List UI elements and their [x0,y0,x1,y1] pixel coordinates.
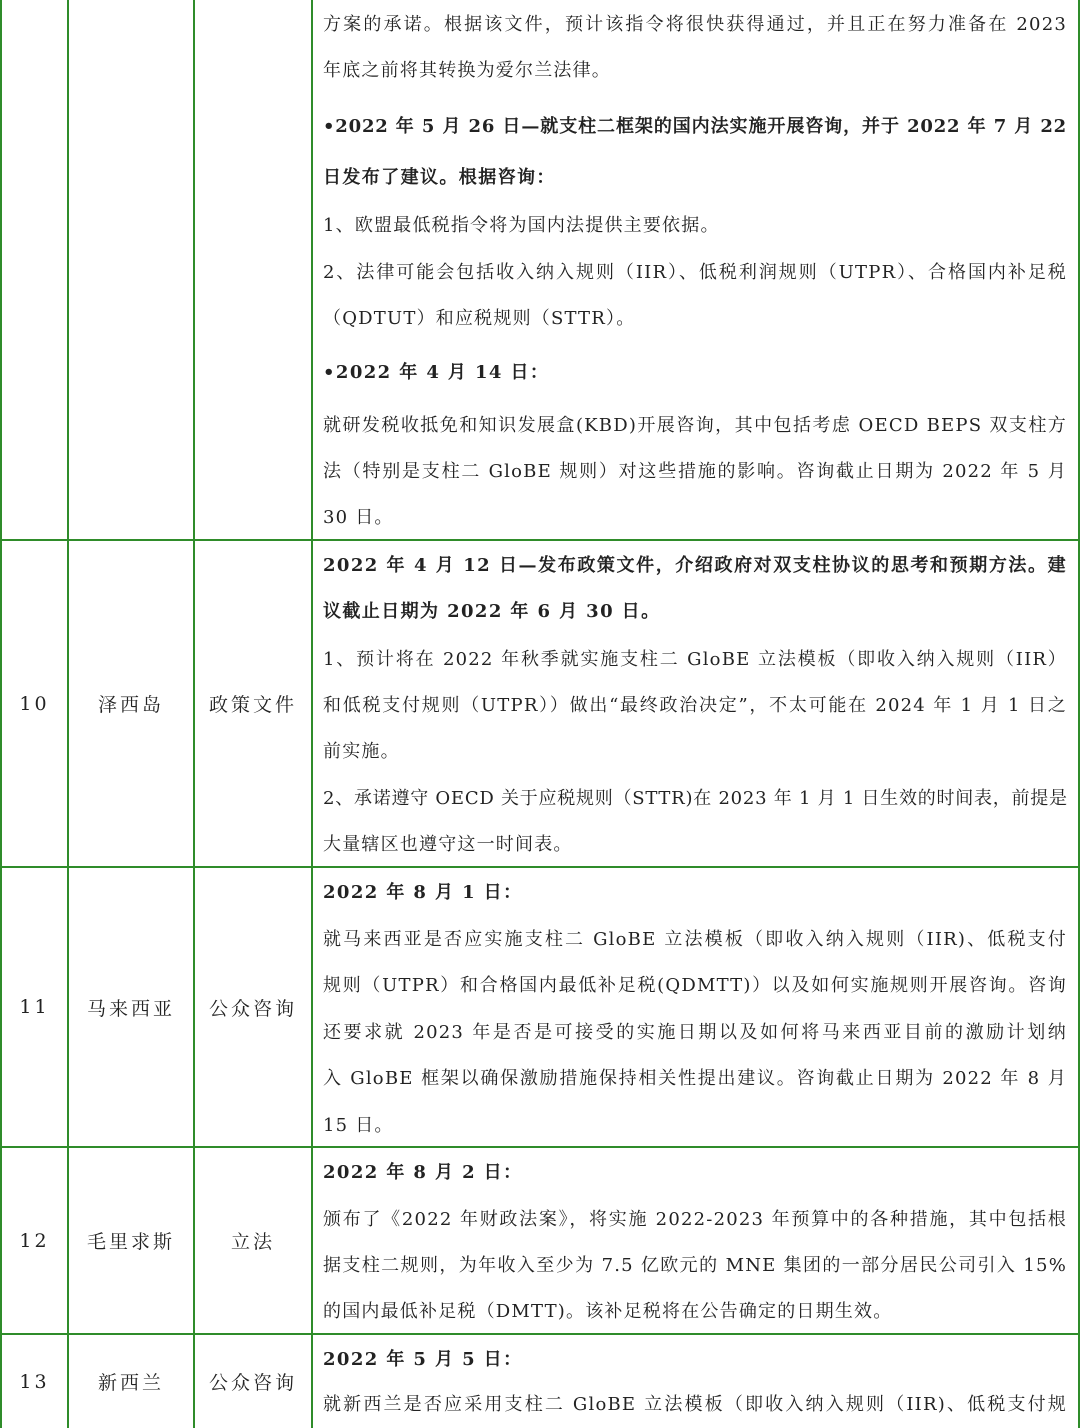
content-line: 和低税支付规则（UTPR））做出“最终政治决定”，不太可能在 2024 年 1 月 1 日之 [323,695,1067,716]
content-line: 颁布了《2022 年财政法案》，将实施 2022-2023 年预算中的各种措施，其中包括根 [323,1209,1067,1230]
content-line: 前实施。 [323,741,400,762]
content-line: 规则（UTPR）和合格国内最低补足税(QDMTT)）以及如何实施规则开展咨询。咨询 [323,975,1067,996]
content-line: 的国内最低补足税（DMTT)。该补足税将在公告确定的日期生效。 [323,1301,893,1322]
content-line: 入 GloBE 框架以确保激励措施保持相关性提出建议。咨询截止日期为 2022 年 8 月 [323,1068,1067,1089]
content-line: 法（特别是支柱二 GloBE 规则）对这些措施的影响。咨询截止日期为 2022 年 5 月 [323,461,1067,482]
content-line: 据支柱二规则，为年收入至少为 7.5 亿欧元的 MNE 集团的一部分居民公司引入 15% [323,1255,1067,1276]
content-line: 日发布了建议。根据咨询： [323,167,556,188]
country-cell: 新西兰 [97,1372,164,1394]
content-line: 2022 年 5 月 5 日： [323,1349,523,1370]
country-cell: 毛里求斯 [86,1231,175,1253]
type-cell: 立法 [230,1231,275,1253]
content-line: 2、法律可能会包括收入纳入规则（IIR）、低税利润规则（UTPR）、合格国内补足税 [323,262,1067,283]
content-line: 方案的承诺。根据该文件，预计该指令将很快获得通过，并且正在努力准备在 2023 [323,14,1067,35]
content-line: 还要求就 2023 年是否是可接受的实施日期以及如何将马来西亚目前的激励计划纳 [323,1022,1067,1043]
content-line: 就新西兰是否应采用支柱二 GloBE 立法模板（即收入纳入规则（IIR)、低税支付规 [323,1394,1067,1415]
type-cell: 政策文件 [208,694,297,716]
content-line: 2022 年 8 月 1 日： [323,882,523,903]
type-cell: 公众咨询 [208,997,297,1020]
content-line: 大量辖区也遵守这一时间表。 [323,834,573,855]
content-line: 30 日。 [323,507,394,528]
content-line: 15 日。 [323,1115,394,1136]
content-line: 年底之前将其转换为爱尔兰法律。 [323,60,611,81]
content-line: 就研发税收抵免和知识发展盒(KBD)开展咨询，其中包括考虑 OECD BEPS 双支柱方 [323,415,1067,436]
country-cell: 马来西亚 [86,997,175,1020]
content-line: 2022 年 8 月 2 日： [323,1162,523,1183]
content-line: 1、预计将在 2022 年秋季就实施支柱二 GloBE 立法模板（即收入纳入规则（IIR） [323,649,1067,670]
content-line: （QDTUT）和应税规则（STTR）。 [323,308,636,329]
content-line: •2022 年 4 月 14 日： [323,362,550,383]
content-line: •2022 年 5 月 26 日—就支柱二框架的国内法实施开展咨询，并于 2022 年 7 月 22 [323,116,1067,137]
content-line: 就马来西亚是否应实施支柱二 GloBE 立法模板（即收入纳入规则（IIR)、低税支付 [323,929,1067,950]
row-number: 11 [19,996,50,1018]
content-line: 议截止日期为 2022 年 6 月 30 日。 [323,601,661,622]
country-cell: 泽西岛 [97,694,164,716]
row-number: 12 [19,1229,50,1252]
content-line: 1、欧盟最低税指令将为国内法提供主要依据。 [323,215,720,236]
content-line: 2022 年 4 月 12 日—发布政策文件，介绍政府对双支柱协议的思考和预期方法。建 [323,555,1067,576]
row-number: 10 [19,692,50,715]
table-divider-type [311,0,313,1428]
row-number: 13 [19,1370,50,1393]
content-line: 2、承诺遵守 OECD 关于应税规则（STTR)在 2023 年 1 月 1 日生效的时间表，前提是 [323,788,1068,809]
type-cell: 公众咨询 [208,1372,297,1394]
